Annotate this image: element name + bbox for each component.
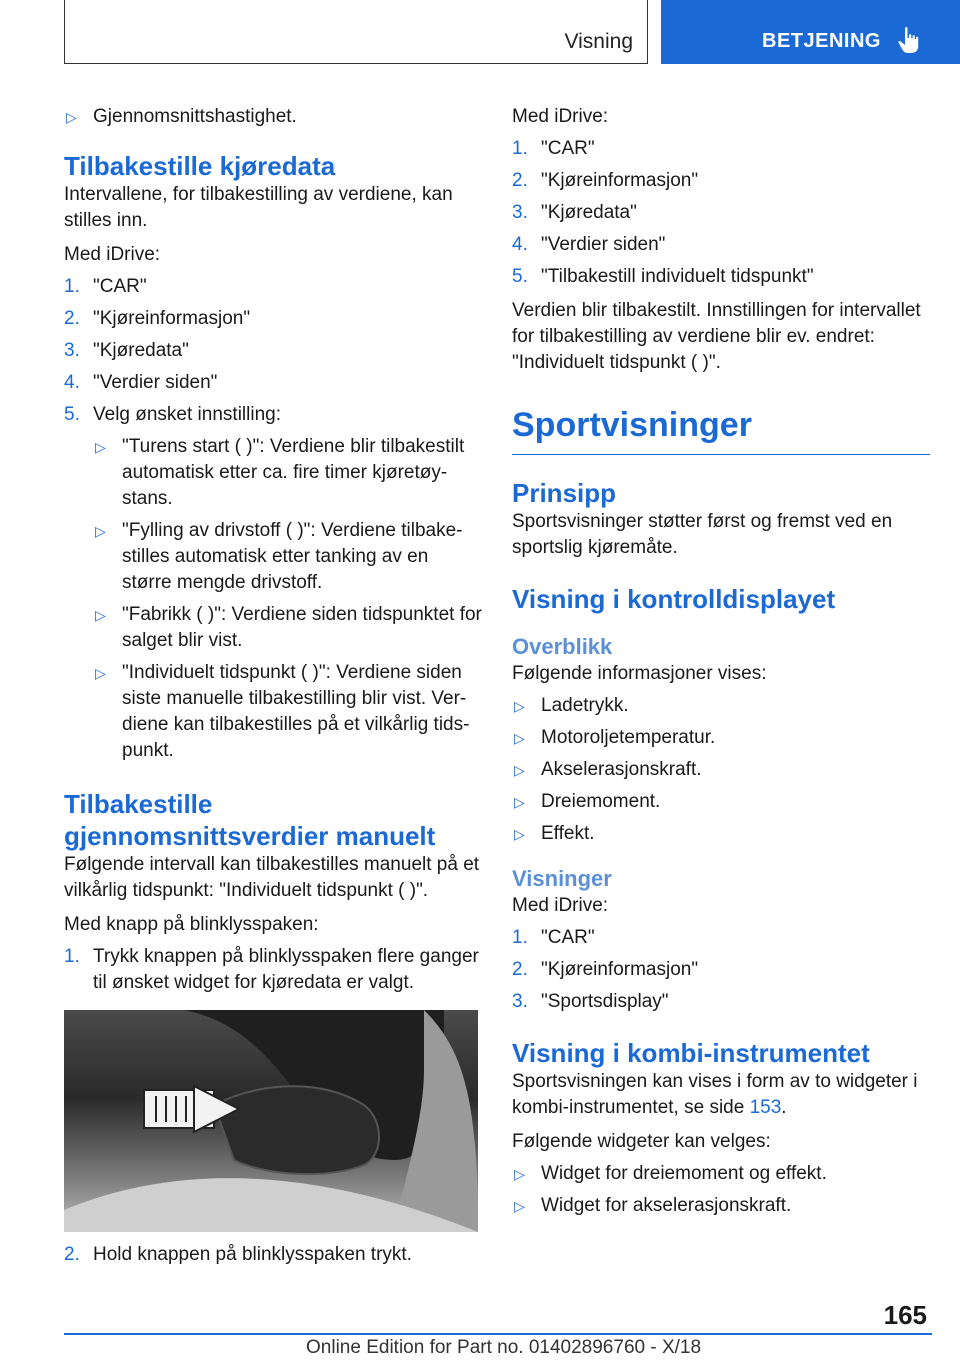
list-item: 1. Trykk knappen på blinklysspaken flere ganger til ønsket widget for kjøredata er valgt. [64, 946, 479, 993]
page-reference-link[interactable]: 153 [749, 1097, 782, 1118]
header-chapter-tab[interactable] [661, 0, 960, 64]
heading-reset-averages: Tilbakestille gjennomsnittsverdier manuelt [64, 789, 436, 851]
list-item: 2. "Kjøreinformasjon" [512, 959, 699, 980]
triangle-bullet-icon: ▷ [95, 607, 106, 623]
list-item: 2. "Kjøreinformasjon" [64, 308, 251, 329]
paragraph: Med iDrive: [512, 895, 609, 916]
heading-control-display: Visning i kontrolldisplayet [512, 584, 836, 614]
heading-overview: Overblikk [512, 634, 613, 659]
triangle-bullet-icon: ▷ [514, 1198, 525, 1214]
triangle-bullet-icon: ▷ [514, 762, 525, 778]
header-section-title: Visning [564, 30, 633, 53]
paragraph: Med knapp på blinklysspaken: [64, 914, 319, 935]
heading-sport-views: Sportvisninger [512, 402, 930, 455]
list-item: ▷ "Fylling av drivstoff ( )": Verdiene tilbakestilles automatisk etter tanking av en større mengde drivstoff. [95, 520, 463, 593]
list-item: ▷ "Individuelt tidspunkt ( )": Verdiene siden siste manuelle tilbakestilling blir vist. Verdiene kan tilbakestilles på et vilkårlig tidspunkt. [95, 662, 470, 761]
paragraph: Verdien blir tilbakestilt. Innstillingen for intervallet for tilbakestilling av verdiene blir ev. endret: "Individuelt tidspunkt ( )". [512, 300, 921, 373]
paragraph: Med iDrive: [64, 244, 161, 265]
triangle-bullet-icon: ▷ [514, 826, 525, 842]
list-item: ▷ Motoroljetemperatur. [512, 725, 930, 751]
list-item: 5. Velg ønsket innstilling: [64, 404, 281, 425]
list-item: 1. "CAR" [512, 927, 595, 948]
list-item: ▷ Gjennomsnittshastighet. [64, 104, 482, 130]
triangle-bullet-icon: ▷ [514, 1166, 525, 1182]
paragraph: Følgende intervall kan tilbakestilles manuelt på et vilkårlig tidspunkt: "Individuelt tidspunkt ( )". [64, 854, 480, 901]
triangle-bullet-icon: ▷ [514, 698, 525, 714]
list-item: 3. "Kjøredata" [512, 202, 637, 223]
turn-signal-lever-photo [64, 1010, 478, 1232]
list-item: ▷ Dreiemoment. [512, 789, 930, 815]
paragraph: Sportsvisninger støtter først og fremst ved en sportslig kjøremåte. [512, 511, 893, 558]
triangle-bullet-icon: ▷ [514, 794, 525, 810]
list-item: ▷ Akselerasjonskraft. [512, 757, 930, 783]
triangle-bullet-icon: ▷ [95, 665, 106, 681]
right-column [512, 100, 930, 1219]
paragraph: Sportsvisningen kan vises i form av to widgeter i kombi-instrumentet, se side 153. [512, 1071, 918, 1118]
heading-views: Visninger [512, 866, 612, 891]
list-item: ▷ Effekt. [512, 821, 930, 847]
list-item: 3. "Kjøredata" [64, 340, 189, 361]
triangle-bullet-icon: ▷ [514, 730, 525, 746]
list-item: 1. "CAR" [512, 138, 595, 159]
heading-reset-trip-data: Tilbakestille kjøredata [64, 151, 336, 181]
triangle-bullet-icon: ▷ [66, 109, 77, 125]
hand-pointer-icon [897, 26, 921, 54]
list-item: 3. "Sportsdisplay" [512, 991, 669, 1012]
paragraph: Med iDrive: [512, 106, 609, 127]
list-item: 2. Hold knappen på blinklysspaken trykt. [64, 1244, 412, 1265]
paragraph: Følgende widgeter kan velges: [512, 1131, 771, 1152]
edition-note: Online Edition for Part no. 01402896760 - X/18 [306, 1337, 702, 1358]
paragraph: Intervallene, for tilbakestilling av verdiene, kan stilles inn. [64, 184, 453, 231]
heading-principle: Prinsipp [512, 478, 617, 508]
page-number: 165 [883, 1300, 927, 1330]
list-item: ▷ "Fabrikk ( )": Verdiene siden tidspunktet for salget blir vist. [95, 604, 482, 651]
header-section-box [64, 0, 648, 64]
paragraph: Følgende informasjoner vises: [512, 663, 767, 684]
header-chapter-title: BETJENING [762, 30, 881, 52]
triangle-bullet-icon: ▷ [95, 439, 106, 455]
list-item: ▷ Widget for akselerasjonskraft. [512, 1193, 930, 1219]
list-item: 4. "Verdier siden" [64, 372, 218, 393]
list-item: 5. "Tilbakestill individuelt tidspunkt" [512, 266, 814, 287]
list-item: ▷ "Turens start ( )": Verdiene blir tilbakestilt automatisk etter ca. fire timer kjøretøystans. [95, 436, 465, 509]
triangle-bullet-icon: ▷ [95, 523, 106, 539]
heading-instrument-cluster: Visning i kombi-instrumentet [512, 1038, 870, 1068]
list-item: ▷ Widget for dreiemoment og effekt. [512, 1161, 930, 1187]
list-item: 4. "Verdier siden" [512, 234, 666, 255]
list-item: 1. "CAR" [64, 276, 147, 297]
footer-divider [64, 1333, 932, 1335]
list-item: 2. "Kjøreinformasjon" [512, 170, 699, 191]
list-item: ▷ Ladetrykk. [512, 693, 930, 719]
left-column [64, 100, 482, 1268]
